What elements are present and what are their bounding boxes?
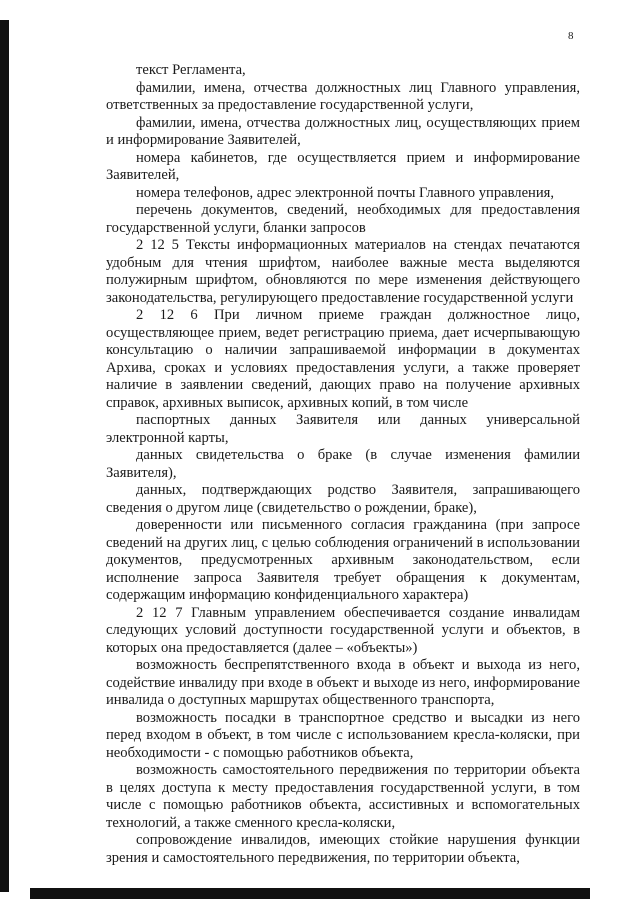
- paragraph: паспортных данных Заявителя или данных универсальной электронной карты,: [106, 412, 580, 446]
- paragraph: возможность посадки в транспортное средство и высадки из него перед входом в объект, в том числе с использованием кресла-коляски, при необходимости - с помощью работников объекта,: [106, 709, 580, 761]
- paragraph: фамилии, имена, отчества должностных лиц Главного управления, ответственных за предоставление государственной услуги,: [106, 79, 580, 113]
- paragraph: сопровождение инвалидов, имеющих стойкие нарушения функции зрения и самостоятельного передвижения, по территории объекта,: [106, 832, 580, 866]
- paragraph: 2 12 6 При личном приеме граждан должностное лицо, осуществляющее прием, ведет регистрацию приема, дает исчерпывающую консультацию о наличии запрашиваемой информации в документах Архива, сроках и условиях предоставления услуги, а также проверяет наличие в заявлении сведений, дающих право на получение архивных справок, архивных выписок, архивных копий, в том числе: [106, 307, 580, 411]
- paragraph: возможность беспрепятственного входа в объект и выхода из него, содействие инвалиду при входе в объект и выходе из него, информирование инвалида о доступных маршрутах общественного транспорта,: [106, 657, 580, 708]
- paragraph: номера кабинетов, где осуществляется прием и информирование Заявителей,: [106, 149, 580, 183]
- paragraph: данных свидетельства о браке (в случае изменения фамилии Заявителя),: [106, 447, 580, 481]
- paragraph: номера телефонов, адрес электронной почты Главного управления,: [136, 184, 555, 201]
- paragraph: данных, подтверждающих родство Заявителя, запрашивающего сведения о другом лице (свидетельство о рождении, браке),: [106, 482, 580, 516]
- paragraph: текст Регламента,: [136, 62, 246, 78]
- paragraph: перечень документов, сведений, необходимых для предоставления государственной услуги, бланки запросов: [106, 202, 580, 236]
- document-body: [106, 62, 580, 867]
- paragraph: доверенности или письменного согласия гражданина (при запросе сведений на других лиц, с целью соблюдения ограничений в использовании документов, предусмотренных архивным законодательством, если исполнение запроса Заявителя требует обращения к документам, содержащим информацию конфиденциального характера): [106, 517, 580, 603]
- page-number: 8: [568, 30, 574, 42]
- scan-edge-bottom: [30, 888, 590, 899]
- paragraph: 2 12 7 Главным управлением обеспечивается создание инвалидам следующих условий доступности государственной услуги и объектов, в которых она предоставляется (далее – «объекты»): [106, 604, 580, 656]
- paragraph: возможность самостоятельного передвижения по территории объекта в целях доступа к месту предоставления государственной услуги, в том числе с помощью работников объекта, ассистивных и вспомогательных технологий, а также сменного кресла-коляски,: [106, 762, 580, 831]
- paragraph: фамилии, имена, отчества должностных лиц, осуществляющих прием и информирование Заявителей,: [106, 114, 580, 148]
- scan-edge-left: [0, 20, 9, 892]
- paragraph: 2 12 5 Тексты информационных материалов на стендах печатаются удобным для чтения шрифтом, наиболее важные места выделяются полужирным шрифтом, обновляются по мере изменения действующего законодательства, регулирующего предоставление государственной услуги: [106, 237, 580, 306]
